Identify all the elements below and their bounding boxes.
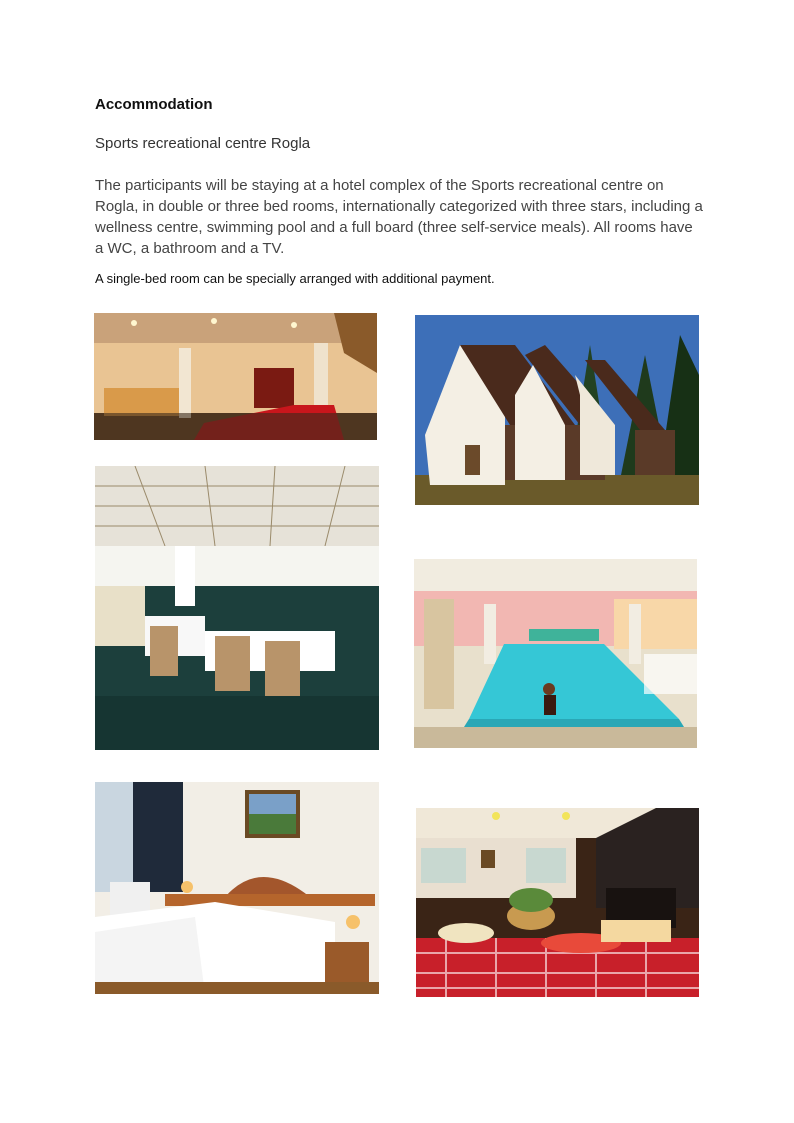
buffet-restaurant-photo [416, 808, 699, 997]
section-heading: Accommodation [95, 96, 213, 113]
alpine-chalets-photo [415, 315, 699, 505]
venue-name: Sports recreational centre Rogla [95, 135, 311, 152]
single-room-note: A single-bed room can be specially arranged with additional payment. [95, 271, 495, 286]
indoor-pool-photo [414, 559, 697, 748]
dining-hall-photo [95, 466, 379, 750]
hotel-bedroom-photo [95, 782, 379, 994]
hotel-lobby-photo [94, 313, 377, 440]
accommodation-description: The participants will be staying at a hotel complex of the Sports recreational centre on Rogla, in double or three bed rooms, internationally categorized with three stars, including a wellness centre, swimming pool and a full board (three self-service meals). All rooms have a WC, a bathroom and a TV. [95, 177, 703, 257]
